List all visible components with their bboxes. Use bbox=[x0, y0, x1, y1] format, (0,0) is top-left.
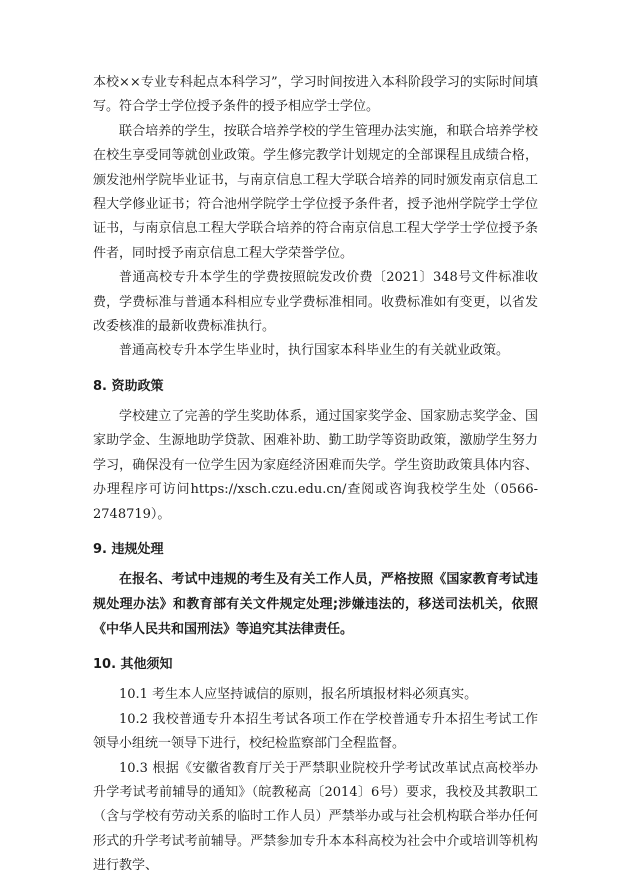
paragraph-joint-training: 联合培养的学生，按联合培养学校的学生管理办法实施，和联合培养学校在校生享受同等就创业政策。学生修完教学计划规定的全部课程且成绩合格，颁发池州学院毕业证书，与南京信息工程大学联合培养的同时颁发南京信息工程大学修业证书；符合池州学院学士学位授予条件者，授予池州学院学士学位证书，与南京信息工程大学联合培养的符合南京信息工程大学学士学位授予条件者，同时授予南京信息工程大学荣誉学位。 bbox=[93, 123, 538, 261]
section-8-body: 学校建立了完善的学生奖助体系，通过国家奖学金、国家励志奖学金、国家助学金、生源地助学贷款、困难补助、勤工助学等资助政策，激励学生努力学习，确保没有一位学生因为家庭经济困难而失学。学生资助政策具体内容、办理程序可访问https://xsch.czu.edu.cn/查阅或咨询我校学生处（0566-2748719）。 bbox=[93, 408, 538, 522]
section-10-heading: 10. 其他须知 bbox=[93, 657, 173, 673]
section-10-item: 10.1 考生本人应坚持诚信的原则，报名所填报材料必须真实。 bbox=[119, 687, 478, 703]
section-10-item: 10.3 根据《安徽省教育厅关于严禁职业院校升学考试改革试点高校举办升学考试考前辅导的通知》（皖教秘高〔2014〕6号）要求，我校及其教职工（含与学校有劳动关系的临时工作人员）严禁举办或与社会机构联合举办任何形式的升学考试考前辅导。严禁参加专升本本科高校为社会中介或培训等机构进行教学、 bbox=[93, 760, 538, 874]
section-9-heading: 9. 违规处理 bbox=[93, 541, 164, 557]
section-9-body: 在报名、考试中违规的考生及有关工作人员，严格按照《国家教育考试违规处理办法》和教育部有关文件规定处理;涉嫌违法的，移送司法机关，依照《中华人民共和国刑法》等追究其法律责任。 bbox=[93, 571, 538, 637]
document-body bbox=[93, 71, 538, 879]
section-10-item: 10.2 我校普通专升本招生考试各项工作在学校普通专升本招生考试工作领导小组统一领导下进行，校纪检监察部门全程监督。 bbox=[93, 711, 538, 752]
paragraph-tuition: 普通高校专升本学生的学费按照皖发改价费〔2021〕348号文件标准收费，学费标准与普通本科相应专业学费标准相同。收费标准如有变更，以省发改委核准的最新收费标准执行。 bbox=[93, 270, 538, 335]
section-8-heading: 8. 资助政策 bbox=[93, 378, 164, 394]
paragraph-degree-note: 本校××专业专科起点本科学习”，学习时间按进入本科阶段学习的实际时间填写。符合学士学位授予条件的授予相应学士学位。 bbox=[93, 75, 538, 115]
paragraph-employment: 普通高校专升本学生毕业时，执行国家本科毕业生的有关就业政策。 bbox=[119, 343, 510, 359]
